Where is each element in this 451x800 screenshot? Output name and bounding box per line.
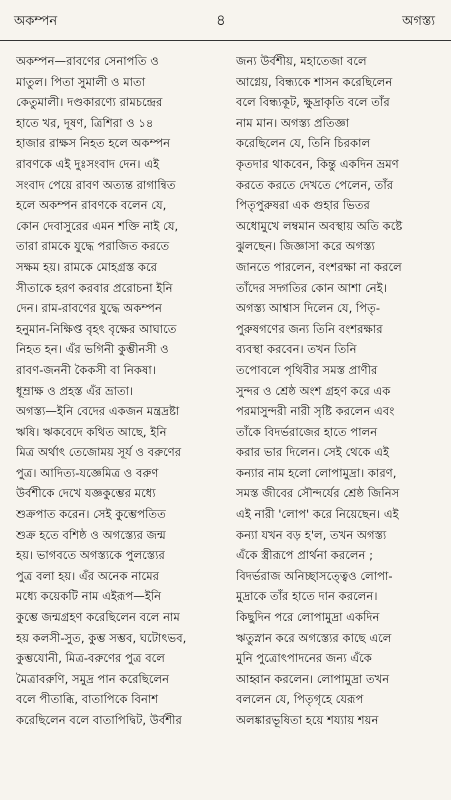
text-line: মুদ্রাকে তাঁর হাতে দান করলেন। xyxy=(236,589,378,604)
text-line: মাতুল। পিতা সুমালী ও মাতা xyxy=(16,74,146,89)
text-line: বিদর্ভরাজ অনিচ্ছাসত্ত্বেও লোপা- xyxy=(236,568,393,583)
text-line: হাতে খর, দূষণ, ত্রিশিরা ও ১৪ xyxy=(16,115,154,130)
text-line: সংবাদ পেয়ে রাবণ অত্যন্ত রাগান্বিত xyxy=(16,177,176,192)
page-header xyxy=(0,0,451,41)
text-line: করেছিলেন যে, তিনি চিরকাল xyxy=(236,136,371,151)
text-line: করেছিলেন বলে বাতাপিদ্বিট, উর্বশীর xyxy=(16,713,182,727)
text-line: হয়। ভাগবতে অগস্ত্যকে পুলস্ত্যের xyxy=(16,548,165,563)
text-line: বলে পীতাব্ধি, বাতাপিকে বিনাশ xyxy=(16,692,159,707)
text-line: পিতৃপুরুষরা এক গুহার ভিতর xyxy=(236,198,370,213)
text-line: কন্যা যখন বড় হ'ল, তখন অগস্ত্য xyxy=(236,527,387,542)
text-line: জানতে পারলেন, বংশরক্ষা না করলে xyxy=(236,259,402,274)
text-line: রাবণকে এই দুঃসংবাদ দেন। এই xyxy=(16,156,160,171)
text-line: পুত্র বলা হয়। এঁর অনেক নামের xyxy=(16,568,160,583)
header-right-entry: অগস্ত্য xyxy=(402,14,435,29)
text-line: পরমাসুন্দরী নারী সৃষ্টি করলেন এবং xyxy=(236,404,395,419)
text-line: তপোবলে পৃথিবীর সমস্ত প্রাণীর xyxy=(236,362,378,377)
text-line: কন্যার নাম হলো লোপামুদ্রা। কারণ, xyxy=(236,465,397,480)
text-line: তারা রামকে যুদ্ধে পরাজিত করতে xyxy=(16,239,170,254)
text-line: হয় কলসী-সুত, কুম্ভ সম্ভব, ঘটোৎভব, xyxy=(16,630,187,645)
text-line: ধূম্রাক্ষ ও প্রহস্ত এঁর ভ্রাতা। xyxy=(16,383,134,398)
text-line: সক্ষম হয়। রামকে মোহগ্রস্ত করে xyxy=(16,259,158,274)
text-line: দেন। রাম-রাবণের যুদ্ধে অকম্পন xyxy=(16,301,162,316)
text-line: পুরুষগণের জন্য তিনি বংশরক্ষার xyxy=(236,321,383,336)
text-line: করার ভার দিলেন। সেই থেকে এই xyxy=(236,445,390,460)
text-line: জন্য উর্বশীয়, মহাতেজা বলে xyxy=(236,54,367,68)
text-line: কেতুমালী। দণ্ডকারণ্যে রামচন্দ্রের xyxy=(16,95,163,110)
text-line: কিছুদিন পরে লোপামুদ্রা একদিন xyxy=(236,610,380,625)
text-line: তাঁদের সদ্গতির কোন আশা নেই। xyxy=(236,280,387,295)
text-line: সমস্ত জীবের সৌন্দর্যের শ্রেষ্ঠ জিনিস xyxy=(236,486,400,501)
text-line: তাঁকে বিদর্ভরাজের হাতে পালন xyxy=(236,424,378,439)
text-line: বলে বিন্ধ্যকূট, ক্ষুদ্রাকৃতি বলে তাঁর xyxy=(236,95,390,110)
text-line: এঁকে স্ত্রীরূপে প্রার্থনা করলেন ; xyxy=(236,548,374,563)
text-line: মিত্র অর্থাৎ তেজোময় সূর্য ও বরুণের xyxy=(16,445,182,460)
text-line: নিহত হন। এঁর ভগিনী কুম্ভীনসী ও xyxy=(16,342,169,357)
text-line: বললেন যে, পিতৃগৃহে যেরূপ xyxy=(236,692,364,707)
text-line: এই নারী 'লোপ' করে নিয়েছেন। এই xyxy=(236,507,399,522)
text-line: অগস্ত্য আশ্বাস দিলেন যে, পিতৃ- xyxy=(236,301,381,316)
text-line: হলে অকম্পন রাবণকে বলেন যে, xyxy=(16,198,167,213)
text-line: অধোমুখে লম্বমান অবস্থায় অতি কষ্টে xyxy=(236,218,403,233)
text-line: ঝুলছেন। জিজ্ঞাসা করে অগস্ত্য xyxy=(236,239,375,254)
text-line: আহ্বান করলেন। লোপামুদ্রা তখন xyxy=(236,671,390,686)
text-line: শুক্রপাত করেন। সেই কুম্ভেপতিত xyxy=(16,507,166,522)
left-column xyxy=(16,51,222,731)
text-line: পুত্র। আদিত্য-যজ্ঞেমিত্র ও বরুণ xyxy=(16,465,159,480)
text-line: সীতাকে হরণ করবার প্ররোচনা ইনি xyxy=(16,280,173,295)
text-line: কৃতদার থাকবেন, কিন্তু একদিন ভ্রমণ xyxy=(236,156,399,171)
text-line: কোন দেবাসুরের এমন শক্তি নাই যে, xyxy=(16,218,179,233)
text-line: ঋতুস্নান করে অগস্ত্যের কাছে এলে xyxy=(236,630,392,645)
right-column xyxy=(236,51,439,731)
text-line: হাজার রাক্ষস নিহত হলে অকম্পন xyxy=(16,136,171,151)
text-line: মৈত্রাবরুণি, সমুদ্র পান করেছিলেন xyxy=(16,671,170,686)
text-line: ঋষি। ঋকবেদে কথিত আছে, ইনি xyxy=(16,424,167,439)
text-line: অকম্পন—রাবণের সেনাপতি ও xyxy=(16,54,159,68)
text-line: রাবণ-জননী কৈকসী বা নিকষা। xyxy=(16,362,156,377)
text-line: কুম্ভে জন্মগ্রহণ করেছিলেন বলে নাম xyxy=(16,610,180,625)
text-line: সুন্দর ও শ্রেষ্ঠ অংশ গ্রহণ করে এক xyxy=(236,383,391,398)
text-line: মধ্যে কয়েকটি নাম এইরূপ—ইনি xyxy=(16,589,162,604)
text-line: কুম্ভযোনী, মিত্র-বরুণের পুত্র বলে xyxy=(16,651,165,666)
header-left-entry: অকম্পন xyxy=(14,14,58,29)
text-line: অলঙ্কারভূষিতা হয়ে শয্যায় শয়ন xyxy=(236,713,379,727)
text-line: নাম মান। অগস্ত্য প্রতিজ্ঞা xyxy=(236,115,350,130)
text-line: করতে করতে দেখতে পেলেন, তাঁর xyxy=(236,177,394,192)
text-line: ব্যবস্থা করবেন। তখন তিনি xyxy=(236,342,357,357)
page-number: ৪ xyxy=(216,11,226,29)
text-line: মুনি পুত্রোৎপাদনের জন্য এঁকে xyxy=(236,651,372,666)
text-line: শুক্র হতে বশিষ্ঠ ও অগস্ত্যের জন্ম xyxy=(16,527,166,542)
text-line: অগস্ত্য—ইনি বেদের একজন মন্ত্রদ্রষ্টা xyxy=(16,404,180,419)
text-line: আগ্নেয়, বিন্ধ্যকে শাসন করেছিলেন xyxy=(236,74,393,89)
text-line: উর্বশীকে দেখে যজ্ঞকুম্ভের মধ্যে xyxy=(16,486,156,501)
text-line: হনুমান-নিক্ষিপ্ত বৃহৎ বৃক্ষের আঘাতে xyxy=(16,321,177,336)
